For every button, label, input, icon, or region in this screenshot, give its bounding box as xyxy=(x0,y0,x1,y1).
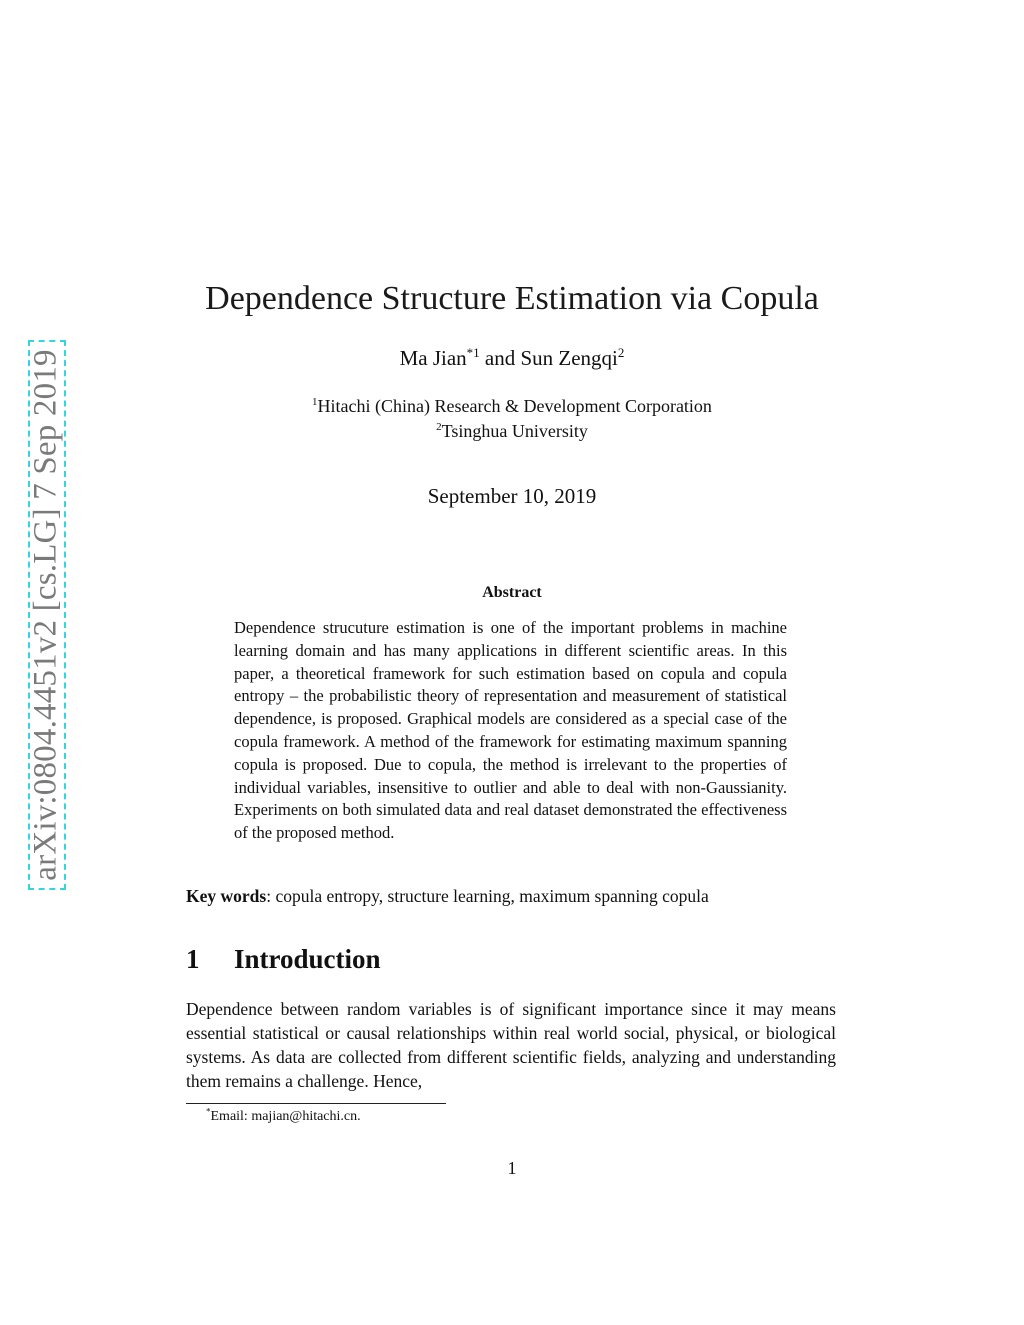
paper-date: September 10, 2019 xyxy=(427,484,597,508)
author-connector: and xyxy=(479,346,521,370)
keywords-text: : copula entropy, structure learning, maximum spanning copula xyxy=(266,886,709,906)
affiliation-1-name: Hitachi (China) Research & Development Corporation xyxy=(317,396,712,416)
affiliation-2-name: Tsinghua University xyxy=(441,421,588,441)
abstract-text: Dependence strucuture estimation is one of the important problems in machine learning domain and has many applications in different scientific areas. In this paper, a theoretical framework for such estimation based on copula and copula entropy – the probabilistic theory of representation and measurement of statistical dependence, is proposed. Graphical models are considered as a special case of the copula framework. A method of the framework for estimating maximum spanning copula is proposed. Due to copula, the method is irrelevant to the properties of individual variables, insensitive to outlier and able to deal with non-Gaussianity. Experiments on both simulated data and real dataset demonstrated the effectiveness of the proposed method. xyxy=(234,618,787,843)
keywords-line xyxy=(186,886,846,907)
affiliation-2-mark: 2 xyxy=(436,421,442,433)
author-2-name: Sun Zengqi xyxy=(520,346,618,370)
affiliation-2 xyxy=(0,421,1024,442)
page-number: 1 xyxy=(507,1158,517,1178)
section-title: Introduction xyxy=(234,944,381,974)
arxiv-stamp[interactable]: arXiv:0804.4451v2 [cs.LG] 7 Sep 2019 xyxy=(27,349,64,881)
keywords-label: Key words xyxy=(186,886,267,906)
footnote-mark: * xyxy=(206,1106,211,1117)
abstract-heading: Abstract xyxy=(482,584,542,601)
footnote-divider xyxy=(186,1103,446,1104)
author-line xyxy=(0,346,1024,371)
section-heading xyxy=(186,944,381,975)
affiliation-1 xyxy=(0,396,1024,417)
introduction-text: Dependence between random variables is of significant importance since it may means essential statistical or causal relationships within real world social, physical, or biological systems. As data are collected from different scientific fields, analyzing and understanding them remains a challenge. Hence, xyxy=(186,999,836,1091)
footnote-text: Email: majian@hitachi.cn. xyxy=(210,1109,361,1124)
author-1-name: Ma Jian xyxy=(399,346,467,370)
paper-title: Dependence Structure Estimation via Copula xyxy=(205,280,819,317)
footnote xyxy=(206,1106,361,1125)
author-1-marks: *1 xyxy=(466,345,480,360)
affiliation-1-mark: 1 xyxy=(312,396,318,408)
section-number: 1 xyxy=(186,944,200,974)
author-2-marks: 2 xyxy=(617,345,625,360)
